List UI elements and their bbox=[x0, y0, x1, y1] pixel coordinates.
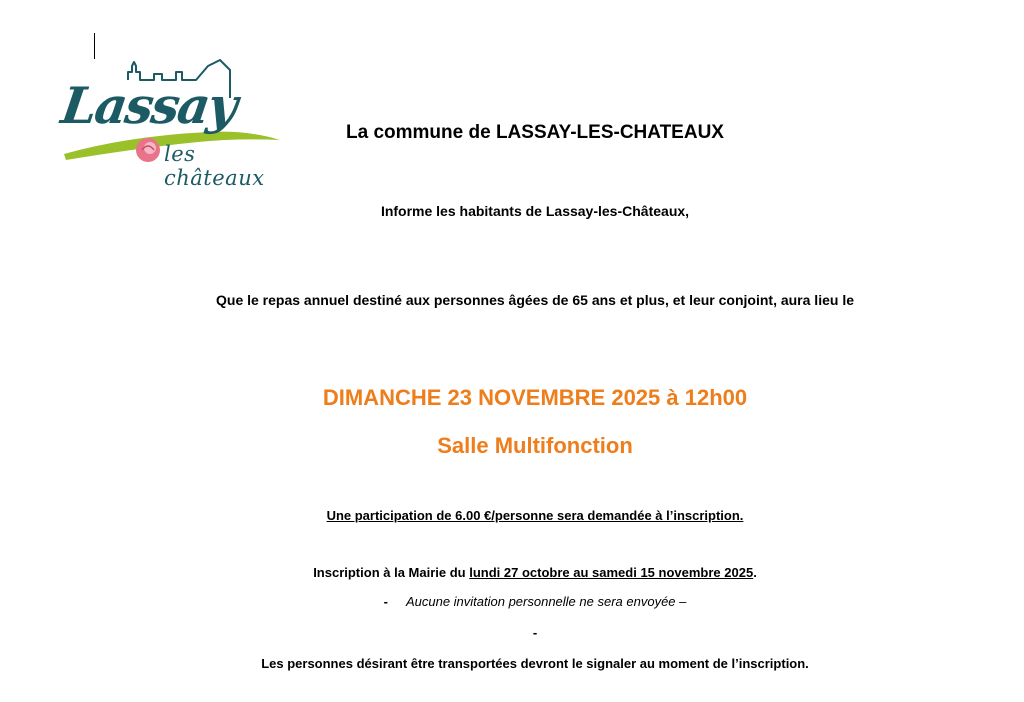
participation-note: Une participation de 6.00 €/personne sera demandée à l’inscription. bbox=[326, 508, 744, 523]
inscription-line bbox=[23, 565, 1024, 580]
logo-subtitle: les châteaux bbox=[164, 142, 265, 190]
transport-note: Les personnes désirant être transportées devront le signaler au moment de l’inscription. bbox=[261, 656, 809, 671]
page-title: La commune de LASSAY-LES-CHATEAUX bbox=[346, 122, 724, 143]
dash-line: - bbox=[532, 625, 538, 640]
lassay-logo bbox=[57, 58, 290, 190]
bullet-dash: - bbox=[383, 594, 388, 609]
inscription-prefix: Inscription à la Mairie du bbox=[313, 565, 470, 580]
text-cursor bbox=[94, 33, 95, 59]
no-invitation-line bbox=[23, 594, 1024, 609]
event-venue: Salle Multifonction bbox=[437, 433, 633, 458]
inscription-suffix: . bbox=[753, 565, 757, 580]
event-date: DIMANCHE 23 NOVEMBRE 2025 à 12h00 bbox=[322, 385, 748, 410]
inscription-period: lundi 27 octobre au samedi 15 novembre 2025 bbox=[469, 565, 754, 580]
logo-wordmark: Lassay bbox=[57, 76, 240, 135]
no-invitation-text: Aucune invitation personnelle ne sera envoyée – bbox=[405, 594, 687, 609]
body-line: Que le repas annuel destiné aux personnes âgées de 65 ans et plus, et leur conjoint, aura lieu le bbox=[216, 292, 854, 308]
intro-line: Informe les habitants de Lassay-les-Châteaux, bbox=[380, 203, 690, 219]
